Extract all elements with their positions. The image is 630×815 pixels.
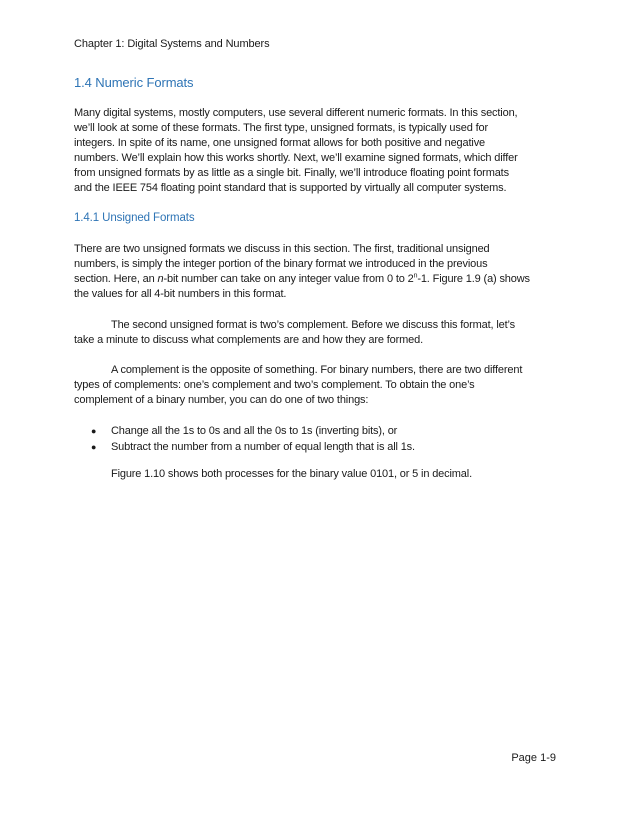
text-run: -bit number can take on any integer value from 0 to 2 [163, 273, 414, 285]
section-heading: 1.4 Numeric Formats [74, 75, 194, 90]
text-line: A complement is the opposite of something. For binary numbers, there are two different [111, 364, 523, 376]
superscript-n: n [413, 272, 418, 280]
text-line: from unsigned formats by as little as a single bit. Finally, we’ll introduce floating point formats [74, 167, 509, 179]
list-item-text: Change all the 1s to 0s and all the 0s to 1s (inverting bits), or [111, 425, 398, 437]
text-line: The second unsigned format is two’s complement. Before we discuss this format, let’s [111, 319, 515, 331]
text-line: and the IEEE 754 floating point standard that is supported by virtually all computer systems. [74, 182, 507, 194]
list-item-text: Subtract the number from a number of equal length that is all 1s. [111, 441, 415, 453]
intro-paragraph [74, 106, 560, 196]
subsection-heading: 1.4.1 Unsigned Formats [74, 212, 195, 224]
text-line: types of complements: one’s complement and two’s complement. To obtain the one’s [74, 379, 475, 391]
text-run: -1. Figure 1.9 (a) shows [417, 273, 530, 285]
figure-reference-paragraph: Figure 1.10 shows both processes for the binary value 0101, or 5 in decimal. [111, 468, 472, 480]
italic-n: n [157, 273, 164, 285]
text-line [74, 272, 560, 287]
text-line: take a minute to discuss what complements are and how they are formed. [74, 334, 424, 346]
running-header: Chapter 1: Digital Systems and Numbers [74, 38, 270, 50]
text-line: There are two unsigned formats we discuss in this section. The first, traditional unsigned [74, 243, 490, 255]
text-line: complement of a binary number, you can do one of two things: [74, 394, 369, 406]
text-line: the values for all 4-bit numbers in this format. [74, 288, 287, 300]
bullet-icon: ● [91, 442, 97, 452]
text-line: numbers, is simply the integer portion of the binary format we introduced in the previous [74, 258, 488, 270]
text-line: integers. In spite of its name, one unsigned format allows for both positive and negative [74, 137, 486, 149]
twos-complement-paragraph [74, 318, 560, 348]
text-run: section. Here, an [74, 273, 158, 285]
list-item [74, 439, 560, 455]
text-line: we’ll look at some of these formats. The first type, unsigned formats, is typically used for [74, 122, 488, 134]
text-line: numbers. We’ll explain how this works shortly. Next, we’ll examine signed formats, which differ [74, 152, 518, 164]
list-item [74, 423, 560, 439]
complement-paragraph [74, 363, 560, 408]
bullet-list [74, 423, 560, 455]
page-number: Page 1-9 [511, 752, 556, 764]
bullet-icon: ● [91, 426, 97, 436]
text-line: Many digital systems, mostly computers, use several different numeric formats. In this section, [74, 107, 518, 119]
unsigned-paragraph [74, 242, 560, 302]
